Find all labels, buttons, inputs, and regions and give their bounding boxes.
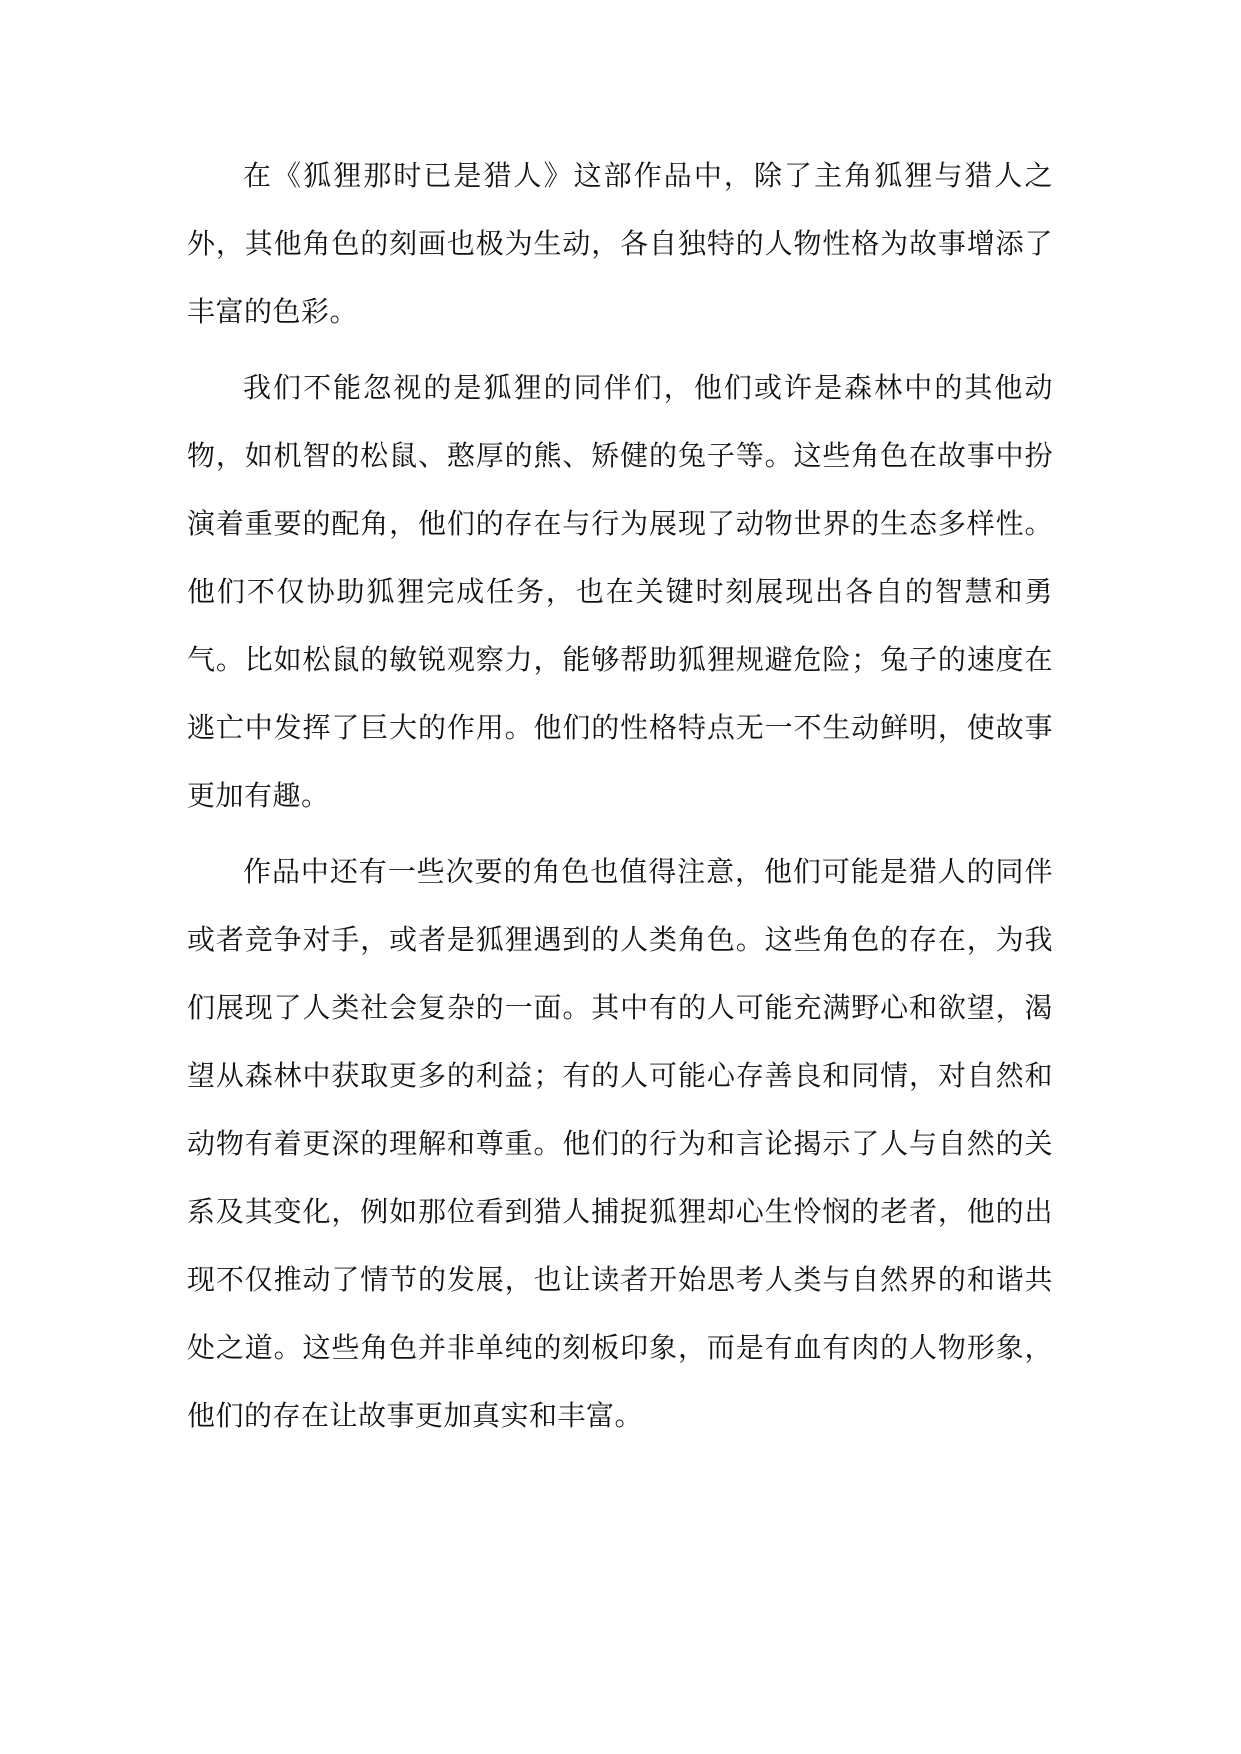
paragraph-1: 在《狐狸那时已是猎人》这部作品中，除了主角狐狸与猎人之外，其他角色的刻画也极为生动，各自独特的人物性格为故事增添了丰富的色彩。 bbox=[187, 159, 1053, 328]
paragraph-3: 作品中还有一些次要的角色也值得注意，他们可能是猎人的同伴或者竞争对手，或者是狐狸遇到的人类角色。这些角色的存在，为我们展现了人类社会复杂的一面。其中有的人可能充满野心和欲望，渴望从森林中获取更多的利益；有的人可能心存善良和同情，对自然和动物有着更深的理解和尊重。他们的行为和言论揭示了人与自然的关系及其变化，例如那位看到猎人捕捉狐狸却心生怜悯的老者，他的出现不仅推动了情节的发展，也让读者开始思考人类与自然界的和谐共处之道。这些角色并非单纯的刻板印象，而是有血有肉的人物形象，他们的存在让故事更加真实和丰富。 bbox=[187, 855, 1053, 1432]
body-text bbox=[187, 142, 1053, 1458]
paragraph-2: 我们不能忽视的是狐狸的同伴们，他们或许是森林中的其他动物，如机智的松鼠、憨厚的熊、矫健的兔子等。这些角色在故事中扮演着重要的配角，他们的存在与行为展现了动物世界的生态多样性。他们不仅协助狐狸完成任务，也在关键时刻展现出各自的智慧和勇气。比如松鼠的敏锐观察力，能够帮助狐狸规避危险；兔子的速度在逃亡中发挥了巨大的作用。他们的性格特点无一不生动鲜明，使故事更加有趣。 bbox=[187, 371, 1053, 812]
